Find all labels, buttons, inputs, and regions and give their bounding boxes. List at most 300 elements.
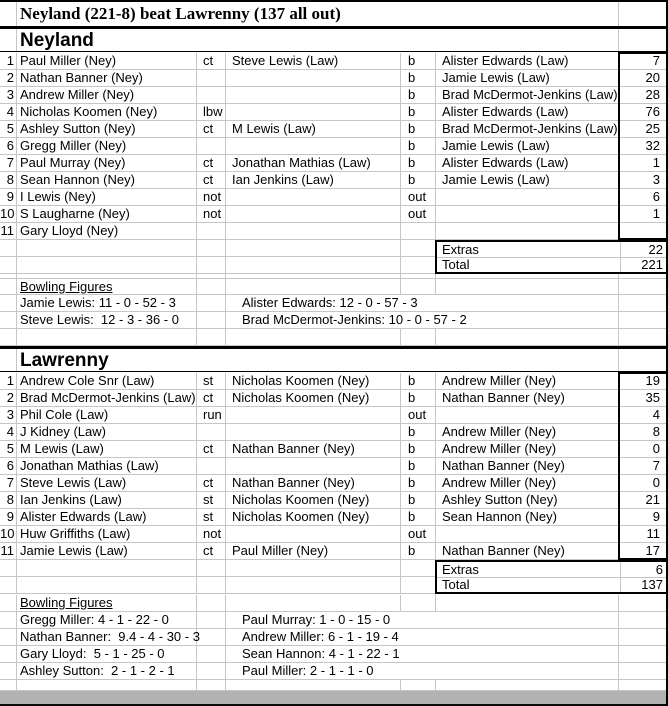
bowling-figure-right: Paul Murray: 1 - 0 - 15 - 0 (242, 612, 391, 627)
grid-line (196, 390, 197, 406)
empty-row (0, 329, 668, 346)
batsman-name: Jonathan Mathias (Law) (20, 458, 159, 473)
dismissal-b: b (408, 138, 416, 153)
grid-line (196, 475, 197, 491)
grid-line (196, 53, 197, 69)
grid-line (16, 312, 17, 328)
batsman-order: 4 (6, 104, 14, 119)
grid-line (16, 121, 17, 137)
grid-line (225, 424, 226, 440)
batsman-name: Sean Hannon (Ney) (20, 172, 135, 187)
grid-line (400, 390, 401, 406)
grid-line (225, 509, 226, 525)
grid-line (435, 155, 436, 171)
grid-line (16, 612, 17, 628)
grid-line (400, 441, 401, 457)
grid-line (435, 223, 436, 239)
batting-row (0, 543, 668, 560)
grid-line (618, 595, 619, 611)
dismissal-b: b (408, 87, 416, 102)
grid-line (618, 2, 619, 26)
bowling-figure-left: Gary Lloyd: 5 - 1 - 25 - 0 (20, 646, 165, 661)
grid-line (225, 206, 226, 222)
grid-line (196, 458, 197, 474)
grid-line (618, 663, 619, 679)
grid-line (196, 663, 197, 679)
grid-line (16, 206, 17, 222)
grid-line (196, 441, 197, 457)
grid-line (16, 543, 17, 559)
dismissal-b: out (408, 526, 427, 541)
bottom-gray-bar (0, 691, 668, 704)
batting-row (0, 104, 668, 121)
bowling-figure-right: Paul Miller: 2 - 1 - 1 - 0 (242, 663, 374, 678)
grid-line (225, 53, 226, 69)
grid-line (16, 189, 17, 205)
batsman-name: S Laugharne (Ney) (20, 206, 130, 221)
batting-row (0, 373, 668, 390)
grid-line (16, 138, 17, 154)
batsman-order: 5 (6, 441, 14, 456)
dismissal-b: b (408, 155, 416, 170)
dismissal-how: ct (203, 390, 214, 405)
dismissal-b: b (408, 53, 416, 68)
grid-line (16, 680, 17, 690)
runs-value: 1 (652, 155, 660, 170)
grid-line (196, 492, 197, 508)
dismissal-b: b (408, 441, 416, 456)
bowling-figures-heading: Bowling Figures (20, 279, 113, 294)
grid-line (225, 223, 226, 239)
grid-line (618, 612, 619, 628)
bowler-name: Ashley Sutton (Ney) (442, 492, 558, 507)
dismissal-how: not (203, 206, 222, 221)
grid-line (435, 595, 436, 611)
dismissal-b: b (408, 121, 416, 136)
grid-line (435, 121, 436, 137)
grid-line (16, 104, 17, 120)
runs-value: 1 (652, 206, 660, 221)
grid-line (435, 509, 436, 525)
fielder-name: Nathan Banner (Ney) (232, 475, 355, 490)
runs-value: 35 (645, 390, 660, 405)
batsman-name: Nicholas Koomen (Ney) (20, 104, 158, 119)
bowling-figure-left: Gregg Miller: 4 - 1 - 22 - 0 (20, 612, 169, 627)
grid-line (196, 595, 197, 611)
grid-line (16, 526, 17, 542)
grid-line (435, 458, 436, 474)
grid-line (225, 121, 226, 137)
batting-row (0, 172, 668, 189)
batsman-order: 6 (6, 138, 14, 153)
grid-line (435, 329, 436, 345)
extras-label: Extras (442, 562, 479, 577)
grid-line (225, 577, 226, 593)
grid-line (16, 274, 17, 278)
batsman-name: Andrew Miller (Ney) (20, 87, 135, 102)
grid-line (196, 680, 197, 690)
extras-label: Extras (442, 242, 479, 257)
grid-line (225, 312, 226, 328)
grid-line (225, 526, 226, 542)
fielder-name: Paul Miller (Ney) (232, 543, 329, 558)
team-name: Lawrenny (20, 350, 109, 371)
batsman-order: 11 (0, 223, 14, 238)
grid-line (16, 223, 17, 239)
batsman-order: 11 (0, 543, 14, 558)
batsman-order: 1 (6, 53, 14, 68)
runs-value: 3 (652, 172, 660, 187)
grid-line (16, 279, 17, 294)
team-header-row (0, 29, 668, 52)
grid-line (16, 87, 17, 103)
dismissal-b: out (408, 407, 427, 422)
batsman-name: Gregg Miller (Ney) (20, 138, 127, 153)
grid-line (400, 240, 401, 256)
grid-line (435, 138, 436, 154)
team-header-row (0, 349, 668, 372)
bowling-figure-left: Steve Lewis: 12 - 3 - 36 - 0 (20, 312, 179, 327)
dismissal-how: st (203, 373, 214, 388)
grid-line (400, 104, 401, 120)
bowler-name: Jamie Lewis (Law) (442, 138, 550, 153)
fielder-name: Nicholas Koomen (Ney) (232, 492, 370, 507)
grid-line (400, 458, 401, 474)
grid-line (400, 475, 401, 491)
extras-value: 6 (655, 562, 663, 577)
grid-line (225, 189, 226, 205)
grid-line (225, 279, 226, 294)
batsman-order: 1 (6, 373, 14, 388)
grid-line (400, 206, 401, 222)
bowler-name: Brad McDermot-Jenkins (Law) (442, 121, 618, 136)
dismissal-b: b (408, 492, 416, 507)
batsman-name: M Lewis (Law) (20, 441, 104, 456)
grid-line (196, 577, 197, 593)
batsman-order: 5 (6, 121, 14, 136)
bowler-name: Andrew Miller (Ney) (442, 441, 557, 456)
runs-value: 4 (652, 407, 660, 422)
grid-line (196, 172, 197, 188)
grid-line (618, 29, 619, 51)
bowling-figure-left: Jamie Lewis: 11 - 0 - 52 - 3 (20, 295, 176, 310)
grid-line (16, 53, 17, 69)
runs-value: 20 (645, 70, 660, 85)
grid-line (435, 680, 436, 690)
batsman-order: 6 (6, 458, 14, 473)
bowling-figure-left: Ashley Sutton: 2 - 1 - 2 - 1 (20, 663, 175, 678)
dismissal-how: not (203, 189, 222, 204)
grid-line (400, 172, 401, 188)
batsman-name: Nathan Banner (Ney) (20, 70, 143, 85)
bowling-figures-row (0, 295, 668, 312)
grid-line (400, 509, 401, 525)
batting-row (0, 138, 668, 155)
batting-row (0, 458, 668, 475)
grid-line (196, 104, 197, 120)
batting-row (0, 70, 668, 87)
grid-line (400, 595, 401, 611)
totals-box (435, 560, 668, 594)
batsman-name: I Lewis (Ney) (20, 189, 96, 204)
batting-row (0, 424, 668, 441)
grid-line (435, 274, 436, 278)
grid-line (400, 138, 401, 154)
grid-line (225, 492, 226, 508)
grid-line (435, 87, 436, 103)
batting-row (0, 87, 668, 104)
batting-row (0, 407, 668, 424)
bowling-figures-heading-row (0, 279, 668, 295)
grid-line (225, 104, 226, 120)
grid-line (400, 577, 401, 593)
dismissal-how: ct (203, 53, 214, 68)
grid-line (400, 680, 401, 690)
dismissal-how: st (203, 492, 214, 507)
grid-line (618, 274, 619, 278)
grid-line (400, 257, 401, 273)
bowling-figures-row (0, 612, 668, 629)
dismissal-b: b (408, 70, 416, 85)
grid-line (225, 257, 226, 273)
batsman-order: 9 (6, 189, 14, 204)
grid-line (196, 206, 197, 222)
fielder-name: Ian Jenkins (Law) (232, 172, 334, 187)
grid-line (225, 329, 226, 345)
total-label: Total (442, 257, 470, 272)
dismissal-b: b (408, 509, 416, 524)
grid-line (16, 407, 17, 423)
batting-row (0, 526, 668, 543)
batsman-order: 2 (6, 70, 14, 85)
grid-line (16, 646, 17, 662)
grid-line (435, 279, 436, 294)
grid-line (196, 274, 197, 278)
batsman-name: Paul Murray (Ney) (20, 155, 126, 170)
grid-line (225, 87, 226, 103)
bowling-figures-heading-row (0, 595, 668, 612)
batting-row (0, 509, 668, 526)
grid-line (196, 407, 197, 423)
runs-value: 11 (646, 526, 660, 541)
grid-line (16, 2, 17, 26)
grid-line (196, 295, 197, 311)
dismissal-how: ct (203, 475, 214, 490)
grid-line (225, 155, 226, 171)
grid-line (400, 560, 401, 576)
batsman-name: Steve Lewis (Law) (20, 475, 127, 490)
bowler-name: Nathan Banner (Ney) (442, 543, 565, 558)
dismissal-b: out (408, 189, 427, 204)
grid-line (196, 87, 197, 103)
grid-line (16, 172, 17, 188)
grid-line (400, 526, 401, 542)
batting-row (0, 223, 668, 240)
fielder-name: Steve Lewis (Law) (232, 53, 339, 68)
runs-value: 9 (652, 509, 660, 524)
grid-line (196, 155, 197, 171)
grid-line (400, 155, 401, 171)
grid-line (16, 390, 17, 406)
grid-line (435, 189, 436, 205)
grid-line (225, 172, 226, 188)
batting-row (0, 206, 668, 223)
bowler-name: Jamie Lewis (Law) (442, 70, 550, 85)
batsman-name: Ian Jenkins (Law) (20, 492, 122, 507)
grid-line (225, 612, 226, 628)
bowler-name: Jamie Lewis (Law) (442, 172, 550, 187)
batsman-name: Ashley Sutton (Ney) (20, 121, 136, 136)
grid-line (225, 646, 226, 662)
dismissal-b: b (408, 475, 416, 490)
grid-line (16, 475, 17, 491)
grid-line (16, 155, 17, 171)
grid-line (225, 458, 226, 474)
grid-line (400, 121, 401, 137)
grid-line (618, 646, 619, 662)
grid-line (16, 509, 17, 525)
bowler-name: Nathan Banner (Ney) (442, 390, 565, 405)
grid-line (435, 390, 436, 406)
bowling-figures-heading: Bowling Figures (20, 595, 113, 610)
grid-line (225, 663, 226, 679)
grid-line (196, 646, 197, 662)
fielder-name: Nicholas Koomen (Ney) (232, 390, 370, 405)
fielder-name: Nicholas Koomen (Ney) (232, 373, 370, 388)
bowling-figures-row (0, 663, 668, 680)
runs-value: 19 (645, 373, 660, 388)
grid-line (196, 312, 197, 328)
grid-line (225, 543, 226, 559)
grid-line (196, 526, 197, 542)
grid-line (225, 295, 226, 311)
batsman-name: Jamie Lewis (Law) (20, 543, 128, 558)
runs-value: 0 (652, 475, 660, 490)
bowling-figure-right: Sean Hannon: 4 - 1 - 22 - 1 (242, 646, 400, 661)
batting-row (0, 189, 668, 206)
grid-line (400, 70, 401, 86)
batsman-order: 2 (6, 390, 14, 405)
runs-value: 0 (652, 441, 660, 456)
dismissal-b: b (408, 104, 416, 119)
grid-line (400, 87, 401, 103)
grid-line (618, 329, 619, 345)
grid-line (400, 543, 401, 559)
batting-row (0, 475, 668, 492)
grid-line (196, 223, 197, 239)
grid-line (435, 172, 436, 188)
grid-line (16, 349, 17, 371)
grid-line (225, 560, 226, 576)
batting-row (0, 492, 668, 509)
bowling-figures-row (0, 312, 668, 329)
batsman-order: 10 (0, 526, 15, 541)
bowling-figure-right: Andrew Miller: 6 - 1 - 19 - 4 (242, 629, 399, 644)
batting-row (0, 121, 668, 138)
bowler-name: Andrew Miller (Ney) (442, 424, 557, 439)
grid-line (400, 492, 401, 508)
bowler-name: Brad McDermot-Jenkins (Law) (442, 87, 618, 102)
grid-line (16, 329, 17, 345)
extras-value: 22 (648, 242, 663, 257)
batsman-order: 7 (6, 475, 14, 490)
page-title: Neyland (221-8) beat Lawrenny (137 all out) (20, 4, 341, 23)
bowler-name: Alister Edwards (Law) (442, 104, 569, 119)
dismissal-how: st (203, 509, 214, 524)
grid-line (16, 257, 17, 273)
bowling-figures-row (0, 629, 668, 646)
batsman-name: Andrew Cole Snr (Law) (20, 373, 155, 388)
runs-value: 76 (645, 104, 660, 119)
bowling-figure-right: Alister Edwards: 12 - 0 - 57 - 3 (242, 295, 418, 310)
runs-value: 32 (645, 138, 660, 153)
bowler-name: Andrew Miller (Ney) (442, 373, 557, 388)
batsman-name: Huw Griffiths (Law) (20, 526, 131, 541)
dismissal-how: ct (203, 172, 214, 187)
grid-line (16, 29, 17, 51)
runs-value: 21 (645, 492, 660, 507)
grid-line (618, 312, 619, 328)
grid-line (435, 53, 436, 69)
grid-line (400, 424, 401, 440)
grid-line (225, 441, 226, 457)
grid-line (400, 279, 401, 294)
dismissal-b: out (408, 206, 427, 221)
empty-row (0, 680, 668, 691)
grid-line (16, 373, 17, 389)
grid-line (435, 475, 436, 491)
dismissal-how: run (203, 407, 222, 422)
grid-line (225, 274, 226, 278)
grid-line (196, 373, 197, 389)
grid-line (16, 70, 17, 86)
grid-line (196, 612, 197, 628)
dismissal-b: b (408, 172, 416, 187)
grid-line (225, 240, 226, 256)
grid-line (16, 629, 17, 645)
grid-line (16, 492, 17, 508)
batsman-name: Brad McDermot-Jenkins (Law) (20, 390, 196, 405)
grid-line (16, 295, 17, 311)
grid-line (225, 407, 226, 423)
grid-line (400, 223, 401, 239)
batsman-order: 4 (6, 424, 14, 439)
fielder-name: Jonathan Mathias (Law) (232, 155, 371, 170)
grid-line (400, 53, 401, 69)
bowler-name: Andrew Miller (Ney) (442, 475, 557, 490)
dismissal-how: ct (203, 155, 214, 170)
grid-line (435, 441, 436, 457)
dismissal-how: ct (203, 441, 214, 456)
grid-line (196, 189, 197, 205)
grid-line (435, 407, 436, 423)
runs-value: 7 (652, 458, 660, 473)
grid-line (400, 407, 401, 423)
dismissal-how: ct (203, 543, 214, 558)
grid-line (435, 424, 436, 440)
runs-value (620, 223, 663, 239)
grid-line (400, 274, 401, 278)
grid-line (16, 441, 17, 457)
bowling-figure-right: Brad McDermot-Jenkins: 10 - 0 - 57 - 2 (242, 312, 467, 327)
grid-line (196, 70, 197, 86)
runs-value: 7 (652, 53, 660, 68)
grid-line (225, 390, 226, 406)
grid-line (435, 104, 436, 120)
runs-value: 8 (652, 424, 660, 439)
total-value: 137 (641, 577, 663, 592)
bowling-figures-row (0, 646, 668, 663)
